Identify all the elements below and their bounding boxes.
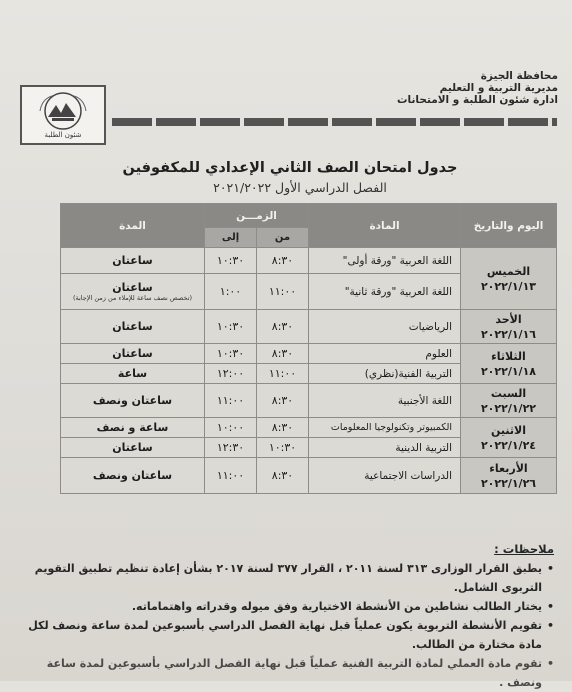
header-time: الزمـــن (205, 204, 309, 228)
table-row (61, 248, 557, 274)
to-cell: ١١:٠٠ (205, 458, 257, 494)
table-row (61, 418, 557, 438)
schedule-body (61, 248, 557, 494)
department-line: ادارة شئون الطلبة و الامتحانات (397, 94, 558, 106)
dictation-note: (تخصص نصف ساعة للإملاء من زمن الإجابة) (72, 294, 193, 302)
to-cell: ١١:٠٠ (205, 384, 257, 418)
to-cell: ١٠:٣٠ (205, 248, 257, 274)
subject-cell: الدراسات الاجتماعية (309, 458, 461, 494)
from-cell: ١١:٠٠ (257, 274, 309, 310)
table-row (61, 458, 557, 494)
subject-cell: اللغة العربية "ورقة ثانية" (309, 274, 461, 310)
duration-cell: ساعتان (61, 438, 205, 458)
table-row (61, 344, 557, 364)
day-cell (461, 418, 557, 458)
day-name: الأحد (495, 312, 522, 326)
from-cell: ٨:٣٠ (257, 384, 309, 418)
from-cell: ٨:٣٠ (257, 418, 309, 438)
exam-schedule-table (60, 203, 557, 494)
subject-cell: العلوم (309, 344, 461, 364)
notes-title: ملاحظات : (494, 542, 554, 556)
table-row (61, 384, 557, 418)
header-day-date: اليوم والتاريخ (461, 204, 557, 248)
to-cell: ١٠:٣٠ (205, 310, 257, 344)
day-date: ٢٠٢٢/١/١٣ (480, 279, 537, 293)
subject-cell: الرياضيات (309, 310, 461, 344)
from-cell: ٨:٣٠ (257, 458, 309, 494)
issuer-header (358, 70, 558, 106)
day-date: ٢٠٢٢/١/١٨ (480, 364, 537, 378)
from-cell: ١٠:٣٠ (257, 438, 309, 458)
day-cell (461, 344, 557, 384)
header-subject: المادة (309, 204, 461, 248)
subject-cell: الكمبيوتر وتكنولوجيا المعلومات (309, 418, 461, 438)
day-cell (461, 384, 557, 418)
day-cell (461, 310, 557, 344)
from-cell: ٨:٣٠ (257, 248, 309, 274)
day-date: ٢٠٢٢/١/٢٢ (480, 401, 537, 415)
subject-cell: اللغة العربية "ورقة أولى" (309, 248, 461, 274)
header-from: من (257, 228, 309, 248)
notes-section (28, 540, 554, 692)
from-cell: ٨:٣٠ (257, 310, 309, 344)
day-date: ٢٠٢٢/١/٢٦ (480, 476, 537, 490)
logo-caption: شئون الطلبة (44, 131, 82, 139)
notes-list (28, 559, 554, 692)
to-cell: ١٠:٣٠ (205, 344, 257, 364)
subject-cell: التربية الفنية(نظري) (309, 364, 461, 384)
to-cell: ١٢:٠٠ (205, 364, 257, 384)
list-item: • تقوم مادة العملي لمادة التربية الفنية عملياً قبل نهاية الفصل الدراسي بأسبوعين لمدة ساعة ونصف . (28, 654, 554, 692)
duration-cell: ساعتان (61, 310, 205, 344)
day-cell (461, 248, 557, 310)
day-name: الأربعاء (489, 461, 528, 475)
to-cell: ١٢:٣٠ (205, 438, 257, 458)
day-date: ٢٠٢٢/١/١٦ (480, 327, 537, 341)
day-cell (461, 458, 557, 494)
duration-cell (61, 274, 205, 310)
day-date: ٢٠٢٢/١/٢٤ (480, 438, 537, 452)
list-item: • تقويم الأنشطة التربوية يكون عملياً قبل نهاية الفصل الدراسي بأسبوعين لمدة ساعة ونصف لكل مادة مختارة من الطالب. (28, 616, 554, 654)
list-item: • يطبق القرار الوزارى ٣١٣ لسنة ٢٠١١ ، القرار ٣٧٧ لسنة ٢٠١٧ بشأن إعادة تنظيم تطبيق التقويم التربوى الشامل. (28, 559, 554, 597)
duration-text: ساعتان (112, 281, 153, 294)
day-name: السبت (490, 386, 527, 400)
directorate-line: مديرية التربية و التعليم (439, 82, 558, 94)
table-row (61, 310, 557, 344)
header-divider (112, 118, 557, 126)
duration-cell: ساعة و نصف (61, 418, 205, 438)
day-name: الخميس (486, 264, 531, 278)
logo-emblem-icon (28, 91, 98, 133)
day-name: الثلاثاء (491, 349, 526, 363)
duration-cell: ساعتان ونصف (61, 458, 205, 494)
to-cell: ١:٠٠ (205, 274, 257, 310)
list-item: • يختار الطالب نشاطين من الأنشطة الاختيارية وفق ميوله وقدراته واهتماماته. (28, 597, 554, 616)
duration-cell: ساعتان ونصف (61, 384, 205, 418)
from-cell: ١١:٠٠ (257, 364, 309, 384)
subject-cell: اللغة الأجنبية (309, 384, 461, 418)
governorate-line: محافظة الجيزة (480, 70, 558, 82)
duration-cell: ساعة (61, 364, 205, 384)
document-title: جدول امتحان الصف الثاني الإعدادي للمكفوفين (122, 160, 458, 176)
day-name: الاثنين (491, 423, 526, 437)
subject-cell: التربية الدينية (309, 438, 461, 458)
document-subtitle: الفصل الدراسي الأول ٢٠٢١/٢٠٢٢ (213, 180, 387, 195)
duration-cell: ساعتان (61, 344, 205, 364)
from-cell: ٨:٣٠ (257, 344, 309, 364)
department-logo (20, 85, 106, 145)
header-duration: المدة (61, 204, 205, 248)
to-cell: ١٠:٠٠ (205, 418, 257, 438)
header-to: إلى (205, 228, 257, 248)
duration-cell: ساعتان (61, 248, 205, 274)
